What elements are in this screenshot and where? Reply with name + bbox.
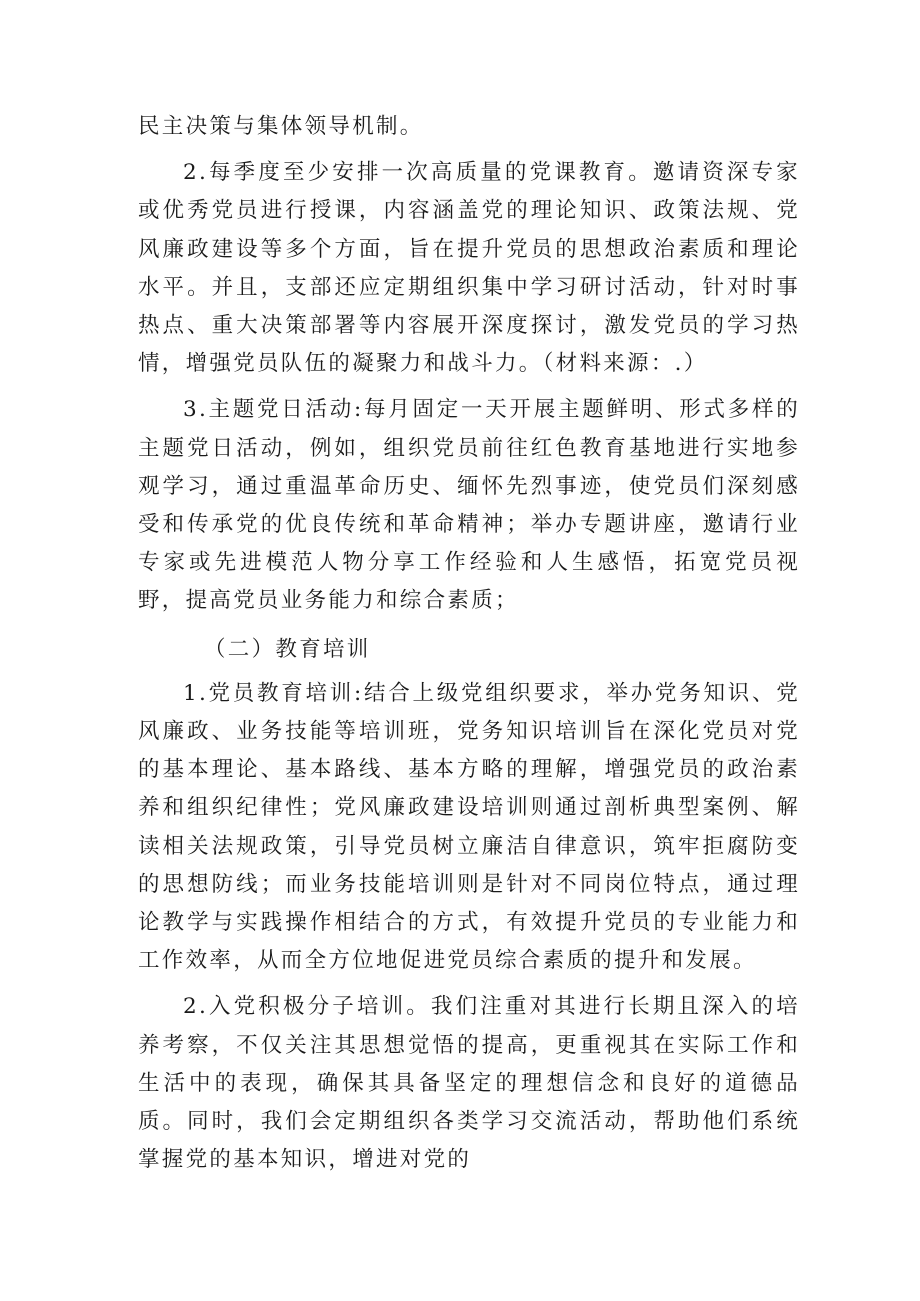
paragraph-member-training: 1.党员教育培训:结合上级党组织要求，举办党务知识、党风廉政、业务技能等培训班，党务知识培训旨在深化党员对党的基本理论、基本路线、基本方略的理解，增强党员的政治素养和组织纪律性；党风廉政建设培训则通过剖析典型案例、解读相关法规政策，引导党员树立廉洁自律意识，筑牢拒腐防变的思想防线；而业务技能培训则是针对不同岗位特点，通过理论教学与实践操作相结合的方式，有效提升党员的专业能力和工作效率，从而全方位地促进党员综合素质的提升和发展。 [138, 680, 800, 974]
section-heading-education-training: （二）教育培训 [204, 636, 371, 662]
paragraph-party-lectures: 2.每季度至少安排一次高质量的党课教育。邀请资深专家或优秀党员进行授课，内容涵盖党的理论知识、政策法规、党风廉政建设等多个方面，旨在提升党员的思想政治素质和理论水平。并且，支部还应定期组织集中学习研讨活动，针对时事热点、重大决策部署等内容展开深度探讨，激发党员的学习热情，增强党员队伍的凝聚力和战斗力。（材料来源：.） [138, 160, 800, 377]
document-body [138, 108, 800, 1179]
paragraph-continuation: 民主决策与集体领导机制。 [138, 114, 424, 139]
paragraph-activist-training: 2.入党积极分子培训。我们注重对其进行长期且深入的培养考察，不仅关注其思想觉悟的提高，更重视其在实际工作和生活中的表现，确保其具备坚定的理想信念和良好的道德品质。同时，我们会定期组织各类学习交流活动，帮助他们系统掌握党的基本知识，增进对党的 [138, 994, 800, 1173]
paragraph-theme-party-day: 3.主题党日活动:每月固定一天开展主题鲜明、形式多样的主题党日活动，例如，组织党员前往红色教育基地进行实地参观学习，通过重温革命历史、缅怀先烈事迹，使党员们深刻感受和传承党的优良传统和革命精神；举办专题讲座，邀请行业专家或先进模范人物分享工作经验和人生感悟，拓宽党员视野，提高党员业务能力和综合素质； [138, 397, 800, 614]
